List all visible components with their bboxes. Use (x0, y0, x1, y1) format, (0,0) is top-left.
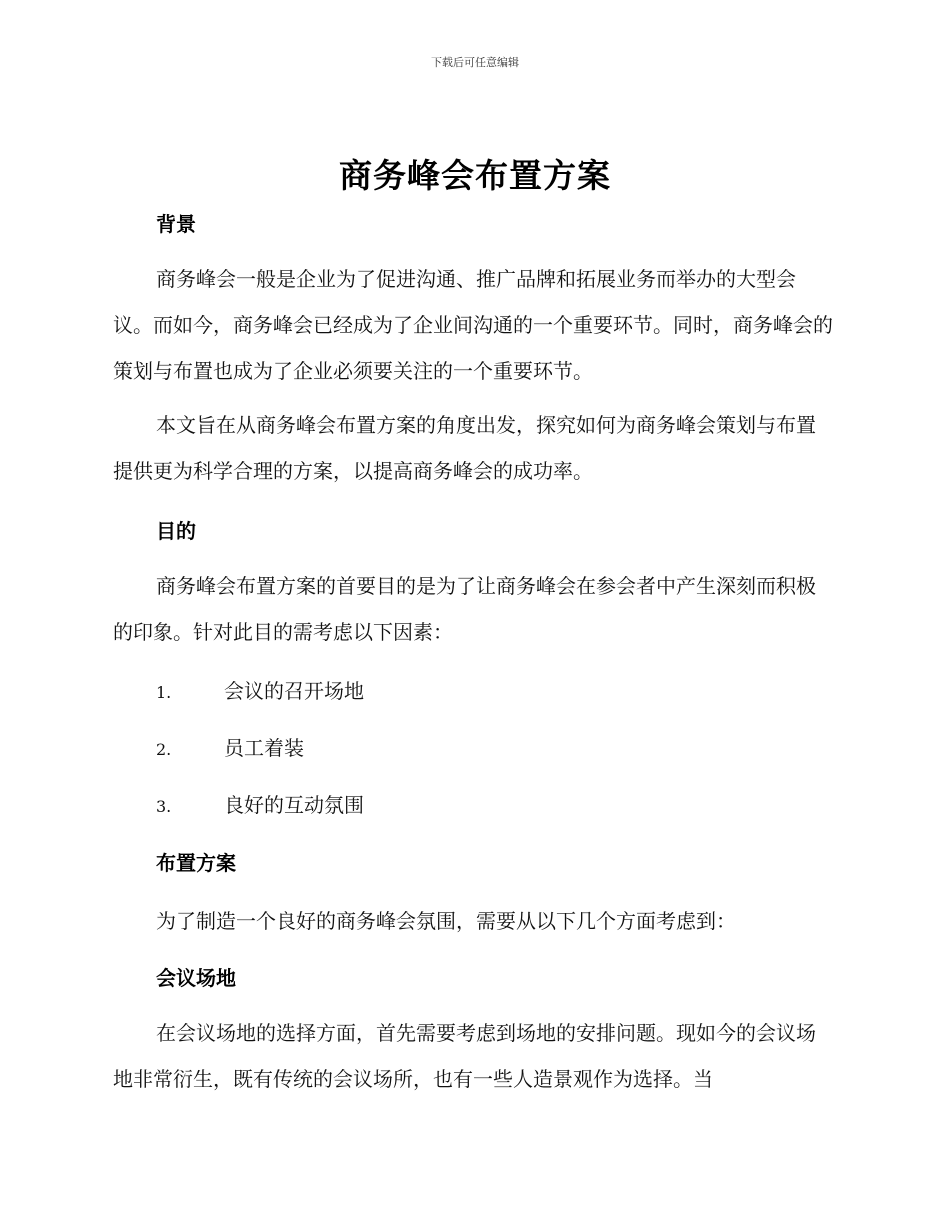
heading-background: 背景 (156, 212, 196, 236)
list-item (156, 675, 364, 704)
list-item (156, 732, 304, 761)
list-text: 员工着装 (224, 736, 304, 760)
paragraph-background-2: 本文旨在从商务峰会布置方案的角度出发，探究如何为商务峰会策划与布置提供更为科学合理的方案，以提高商务峰会的成功率。 (113, 413, 816, 483)
list-number: 2. (156, 740, 172, 759)
list-item (156, 789, 364, 818)
heading-plan: 布置方案 (156, 851, 236, 875)
paragraph-purpose: 商务峰会布置方案的首要目的是为了让商务峰会在参会者中产生深刻而积极的印象。针对此目的需考虑以下因素： (113, 574, 816, 644)
paragraph-plan: 为了制造一个良好的商务峰会氛围，需要从以下几个方面考虑到： (156, 909, 736, 933)
paragraph-background-1: 商务峰会一般是企业为了促进沟通、推广品牌和拓展业务而举办的大型会议。而如今，商务峰会已经成为了企业间沟通的一个重要环节。同时，商务峰会的策划与布置也成为了企业必须要关注的一个重要环节。 (113, 267, 833, 383)
list-number: 1. (156, 683, 172, 702)
document-title: 商务峰会布置方案 (339, 156, 611, 195)
header-note: 下载后可任意编辑 (431, 56, 519, 69)
list-text: 会议的召开场地 (224, 679, 364, 703)
list-text: 良好的互动氛围 (224, 793, 364, 817)
heading-purpose: 目的 (156, 519, 196, 543)
paragraph-venue: 在会议场地的选择方面，首先需要考虑到场地的安排问题。现如今的会议场地非常衍生，既有传统的会议场所，也有一些人造景观作为选择。当 (113, 1021, 816, 1091)
heading-venue: 会议场地 (156, 966, 236, 990)
list-number: 3. (156, 797, 172, 816)
